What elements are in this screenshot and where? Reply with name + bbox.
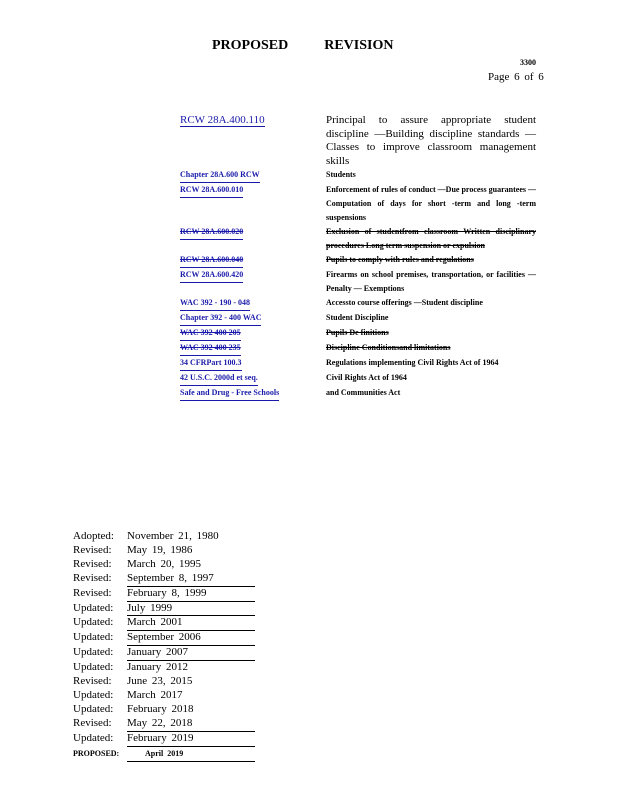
history-date: September 8, 1997 [127, 572, 255, 587]
history-label: Revised: [73, 557, 112, 570]
reference-citation-link[interactable]: WAC 392 - 190 - 048 [180, 296, 250, 311]
reference-citation[interactable] [180, 296, 326, 311]
history-row [73, 717, 255, 732]
history-date: February 8, 1999 [127, 587, 255, 602]
reference-citation[interactable] [180, 268, 326, 296]
history-date: March 2017 [127, 688, 183, 701]
reference-citation[interactable] [180, 253, 326, 268]
reference-row [180, 114, 540, 168]
reference-row [180, 296, 540, 311]
reference-description: Regulations implementing Civil Rights Act of 1964 [326, 358, 499, 367]
reference-citation[interactable] [180, 341, 326, 356]
reference-citation-link[interactable]: RCW 28A.600.040 [180, 253, 243, 268]
history-date: May 22, 2018 [127, 717, 255, 732]
policy-number: 3300 [520, 58, 536, 67]
history-row [73, 572, 255, 587]
reference-row [180, 311, 540, 326]
history-row [73, 689, 255, 703]
reference-row [180, 183, 540, 225]
history-label: Updated: [73, 646, 114, 659]
history-date: January 2007 [127, 646, 255, 661]
proposed-label: PROPOSED: [73, 748, 120, 758]
reference-description: Exclusion of studentfrom classroom Written disciplinary procedures Long term suspension or expulsion [326, 227, 536, 250]
reference-citation-link[interactable]: RCW 28A.600.020 [180, 225, 243, 240]
history-label: Updated: [73, 731, 114, 744]
reference-citation[interactable] [180, 183, 326, 225]
reference-description: Pupils De finitions [326, 328, 389, 337]
reference-description: Discipline Conditionsand limitations [326, 343, 451, 352]
history-row [73, 631, 255, 646]
proposed-date: April 2019 [127, 747, 255, 762]
reference-description: Pupils to comply with rules and regulations [326, 255, 474, 264]
page-number: Page 6 of 6 [488, 71, 544, 83]
reference-description: Accessto course offerings —Student discipline [326, 298, 483, 307]
history-label: Revised: [73, 675, 112, 688]
reference-citation-link[interactable]: RCW 28A.600.420 [180, 268, 243, 283]
reference-citation-link[interactable]: 34 CFRPart 100.3 [180, 356, 242, 371]
reference-citation-link[interactable]: Safe and Drug - Free Schools [180, 386, 279, 401]
history-row [73, 675, 255, 689]
history-label: Revised: [73, 586, 112, 599]
reference-description: Students [326, 170, 356, 179]
reference-row [180, 386, 540, 401]
reference-description: Firearms on school premises, transportation, or facilities —Penalty — Exemptions [326, 270, 536, 293]
history-label: Updated: [73, 601, 114, 614]
history-date: July 1999 [127, 602, 255, 617]
history-row [73, 616, 255, 631]
history-row [73, 587, 255, 602]
history-date: March 2001 [127, 616, 255, 631]
history-row [73, 602, 255, 617]
history-date: February 2018 [127, 702, 194, 715]
history-label: Adopted: [73, 530, 114, 542]
reference-citation[interactable] [180, 356, 326, 371]
reference-row [180, 253, 540, 268]
reference-citation-link[interactable]: Chapter 392 - 400 WAC [180, 311, 261, 326]
title-proposed: PROPOSED [212, 38, 289, 53]
reference-description: Civil Rights Act of 1964 [326, 373, 407, 382]
history-date: February 2019 [127, 732, 255, 747]
title-revision: REVISION [324, 38, 394, 53]
reference-citation-link[interactable]: RCW 28A.400.110 [180, 114, 265, 126]
reference-citation[interactable] [180, 311, 326, 326]
reference-citation[interactable] [180, 225, 326, 253]
legal-references [180, 114, 540, 401]
reference-description: Enforcement of rules of conduct —Due process guarantees —Computation of days for short -term and long -term suspensions [326, 185, 536, 222]
history-label: Updated: [73, 661, 114, 674]
reference-row [180, 225, 540, 253]
reference-row [180, 356, 540, 371]
reference-citation[interactable] [180, 371, 326, 386]
page-title [212, 38, 393, 54]
history-date: June 23, 2015 [127, 675, 193, 688]
reference-citation-link[interactable]: WAC 392 400 205 [180, 326, 241, 341]
history-row [73, 558, 255, 572]
history-date: November 21, 1980 [127, 530, 219, 542]
reference-citation-link[interactable]: Chapter 28A.600 RCW [180, 168, 260, 183]
reference-row [180, 341, 540, 356]
reference-citation-link[interactable]: RCW 28A.600.010 [180, 183, 243, 198]
reference-description: Principal to assure appropriate student discipline —Building discipline standards — Classes to improve classroom management skills [326, 114, 536, 167]
history-row [73, 703, 255, 717]
history-row [73, 661, 255, 675]
reference-citation-link[interactable]: WAC 392 400 235 [180, 341, 241, 356]
proposed-row [73, 747, 255, 762]
reference-row [180, 371, 540, 386]
history-date: January 2012 [127, 661, 188, 674]
reference-citation[interactable] [180, 326, 326, 341]
history-label: Revised: [73, 716, 112, 729]
reference-description: and Communities Act [326, 388, 401, 397]
reference-row [180, 326, 540, 341]
reference-row [180, 168, 540, 183]
history-label: Updated: [73, 631, 114, 644]
history-date: May 19, 1986 [127, 543, 193, 556]
history-label: Updated: [73, 702, 114, 715]
reference-row [180, 268, 540, 296]
reference-citation-link[interactable]: 42 U.S.C. 2000d et seq. [180, 371, 258, 386]
reference-citation[interactable] [180, 114, 326, 168]
reference-description: Student Discipline [326, 313, 389, 322]
reference-citation[interactable] [180, 168, 326, 183]
history-row [73, 732, 255, 747]
history-date: September 2006 [127, 631, 255, 646]
history-row [73, 530, 255, 544]
history-label: Revised: [73, 543, 112, 556]
history-date: March 20, 1995 [127, 557, 201, 570]
history-label: Updated: [73, 616, 114, 629]
history-label: Revised: [73, 571, 112, 584]
revision-history [73, 530, 255, 762]
history-row [73, 646, 255, 661]
history-label: Updated: [73, 688, 114, 701]
reference-citation[interactable] [180, 386, 326, 401]
history-row [73, 544, 255, 558]
